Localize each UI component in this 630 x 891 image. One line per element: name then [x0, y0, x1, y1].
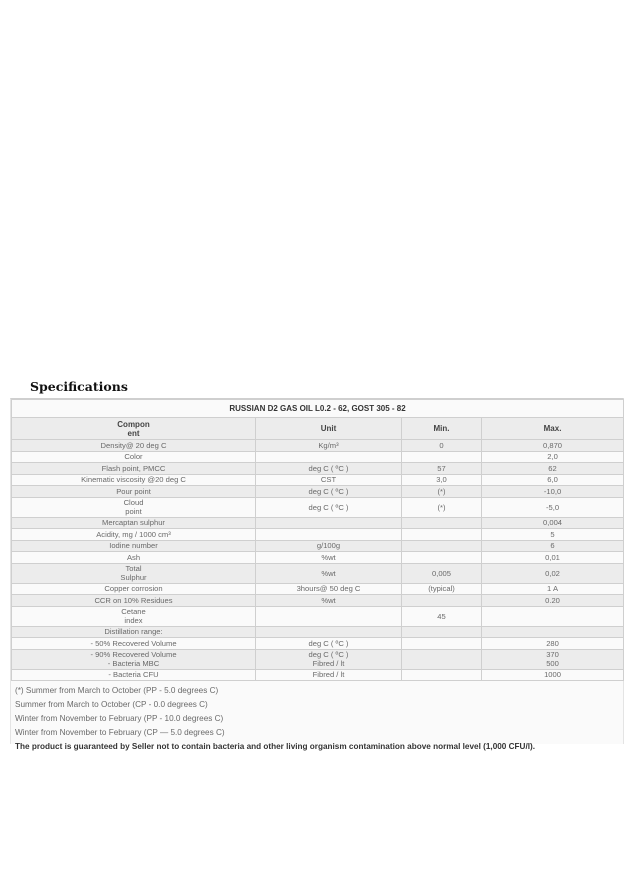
cell-min [402, 638, 482, 650]
cell-min: 0,005 [402, 563, 482, 583]
cell-min [402, 595, 482, 607]
cell-max [482, 606, 624, 626]
cell-component: Pour point [12, 486, 256, 498]
table-row [12, 606, 624, 626]
column-header-unit: Unit [256, 418, 402, 440]
cell-min [402, 451, 482, 463]
cell-max: 0,870 [482, 440, 624, 452]
cell-unit: Fibred / lt [256, 669, 402, 681]
column-header-min: Min. [402, 418, 482, 440]
cell-max: 370 500 [482, 649, 624, 669]
table-title: RUSSIAN D2 GAS OIL L0.2 - 62, GOST 305 - 82 [12, 400, 624, 418]
table-row [12, 583, 624, 595]
cell-max: 62 [482, 463, 624, 475]
cell-max: 0.20 [482, 595, 624, 607]
table-row [12, 451, 624, 463]
cell-min [402, 529, 482, 541]
cell-max: 1 A [482, 583, 624, 595]
cell-component: - 50% Recovered Volume [12, 638, 256, 650]
cell-component: - Bacteria CFU [12, 669, 256, 681]
cell-min [402, 517, 482, 529]
cell-unit [256, 606, 402, 626]
cell-component: Acidity, mg / 1000 cm³ [12, 529, 256, 541]
table-row [12, 497, 624, 517]
table-row [12, 540, 624, 552]
cell-unit: deg C ( ºC ) [256, 497, 402, 517]
table-row [12, 552, 624, 564]
cell-max: 0,004 [482, 517, 624, 529]
cell-min [402, 649, 482, 669]
cell-max: 280 [482, 638, 624, 650]
column-header-max: Max. [482, 418, 624, 440]
specifications-table-image [10, 398, 624, 751]
cell-component: Kinematic viscosity @20 deg C [12, 474, 256, 486]
cell-component: Color [12, 451, 256, 463]
cell-component: Density@ 20 deg C [12, 440, 256, 452]
cell-component: Total Sulphur [12, 563, 256, 583]
table-row [12, 463, 624, 475]
cell-max: 6,0 [482, 474, 624, 486]
cell-min: (*) [402, 497, 482, 517]
cell-component: Ash [12, 552, 256, 564]
cell-unit: 3hours@ 50 deg C [256, 583, 402, 595]
cell-min [402, 626, 482, 638]
table-row [12, 595, 624, 607]
cell-min: 3,0 [402, 474, 482, 486]
cell-max: -5,0 [482, 497, 624, 517]
table-row [12, 649, 624, 669]
cell-min: 0 [402, 440, 482, 452]
cell-unit: deg C ( ºC ) [256, 463, 402, 475]
cell-max [482, 626, 624, 638]
table-row [12, 440, 624, 452]
table-row [12, 529, 624, 541]
specifications-table [11, 399, 624, 681]
note-line: Winter from November to February (CP — 5.0 degrees C) [15, 728, 225, 737]
cell-component: Copper corrosion [12, 583, 256, 595]
cell-min [402, 552, 482, 564]
guarantee-note: The product is guaranteed by Seller not to contain bacteria and other living organism contamination above normal level (1,000 CFU/l). [15, 742, 536, 751]
note-line: Winter from November to February (PP - 10.0 degrees C) [15, 714, 224, 723]
cell-component: Iodine number [12, 540, 256, 552]
cell-component: Distillation range: [12, 626, 256, 638]
table-row [12, 563, 624, 583]
cell-max: 0,01 [482, 552, 624, 564]
column-header-component: Compon ent [12, 418, 256, 440]
cell-unit: g/100g [256, 540, 402, 552]
notes-block [11, 681, 623, 752]
cell-min [402, 669, 482, 681]
cell-unit: %wt [256, 595, 402, 607]
table-row [12, 638, 624, 650]
table-row [12, 517, 624, 529]
cell-min [402, 540, 482, 552]
cell-max: 5 [482, 529, 624, 541]
cell-component: CCR on 10% Residues [12, 595, 256, 607]
table-row [12, 669, 624, 681]
cell-unit: deg C ( ºC ) Fibred / lt [256, 649, 402, 669]
table-row [12, 626, 624, 638]
cell-component: Flash point, PMCC [12, 463, 256, 475]
table-row [12, 474, 624, 486]
cell-min: 45 [402, 606, 482, 626]
cell-component: Mercaptan sulphur [12, 517, 256, 529]
cell-component: Cloud point [12, 497, 256, 517]
note-line: (*) Summer from March to October (PP - 5.0 degrees C) [15, 686, 219, 695]
cell-max: -10,0 [482, 486, 624, 498]
cell-unit [256, 451, 402, 463]
cell-unit [256, 517, 402, 529]
cell-unit [256, 529, 402, 541]
table-row [12, 486, 624, 498]
cell-min: (*) [402, 486, 482, 498]
cell-min: 57 [402, 463, 482, 475]
note-line: Summer from March to October (CP - 0.0 degrees C) [15, 700, 208, 709]
cell-unit: %wt [256, 563, 402, 583]
cell-max: 2,0 [482, 451, 624, 463]
cell-unit: %wt [256, 552, 402, 564]
cell-component: Cetane index [12, 606, 256, 626]
section-heading: Specifications [30, 379, 128, 394]
cell-min: (typical) [402, 583, 482, 595]
cell-unit [256, 626, 402, 638]
cell-unit: CST [256, 474, 402, 486]
cell-unit: deg C ( ºC ) [256, 638, 402, 650]
cell-component: - 90% Recovered Volume - Bacteria MBC [12, 649, 256, 669]
cell-max: 1000 [482, 669, 624, 681]
cell-max: 6 [482, 540, 624, 552]
cell-unit: Kg/m³ [256, 440, 402, 452]
table-body [12, 440, 624, 681]
cell-max: 0,02 [482, 563, 624, 583]
cell-unit: deg C ( ºC ) [256, 486, 402, 498]
